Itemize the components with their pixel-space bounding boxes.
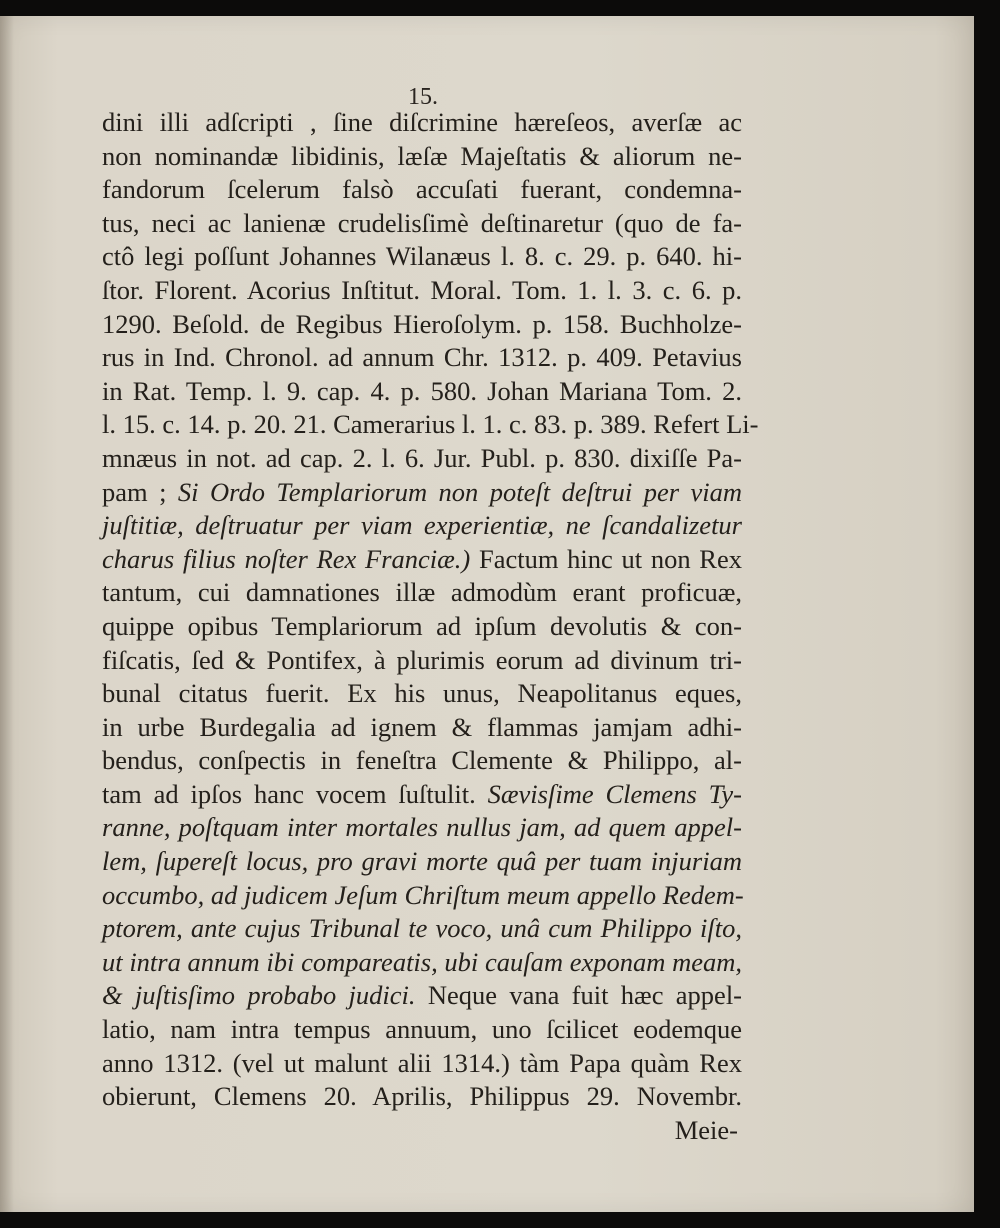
text-line: dini illi adſcripti , ſine diſcrimine hæreſeos, averſæ ac [102, 107, 742, 137]
text-line: tam ad ipſos hanc vocem ſuſtulit. Sævisſime Clemens Ty- [102, 778, 743, 809]
text-line: quippe opibus Templariorum ad ipſum devolutis & con- [102, 610, 742, 641]
text-line: ranne, poſtquam inter mortales nullus jam, ad quem appel- [102, 812, 742, 843]
text-line: obierunt, Clemens 20. Aprilis, Philippus 29. Novembr. [102, 1081, 742, 1112]
text-line: tus, neci ac lanienæ crudelisſimè deſtinaretur (quo de fa- [102, 207, 742, 238]
catchword: Meie- [674, 1114, 738, 1145]
page-gutter-shadow [0, 16, 14, 1212]
body-text [102, 106, 759, 1147]
text-line: l. 15. c. 14. p. 20. 21. Camerarius l. 1. c. 83. p. 389. Refert Li- [102, 409, 759, 440]
text-line: latio, nam intra tempus annuum, uno ſcilicet eodemque [102, 1014, 742, 1045]
italic-quote: Sævisſime Clemens Ty- [487, 778, 743, 809]
text-line: & juſtisſimo probabo judici. Neque vana fuit hæc appel- [102, 980, 743, 1011]
text-line: tantum, cui damnationes illæ admodùm erant proficuæ, [102, 577, 742, 608]
text-line: mnæus in not. ad cap. 2. l. 6. Jur. Publ. p. 830. dixiſſe Pa- [102, 442, 742, 473]
italic-quote: Si Ordo Templariorum non poteſt deſtrui per viam [177, 476, 742, 507]
text-line: rus in Ind. Chronol. ad annum Chr. 1312. p. 409. Petavius [102, 342, 742, 373]
text-line: fiſcatis, ſed & Pontifex, à plurimis eorum ad divinum tri- [102, 644, 742, 675]
text-line: bendus, conſpectis in feneſtra Clemente & Philippo, al- [102, 745, 742, 776]
text-line: anno 1312. (vel ut malunt alii 1314.) tàm Papa quàm Rex [102, 1047, 742, 1078]
text-line: juſtitiæ, deſtruatur per viam experientiæ, ne ſcandalizetur [102, 510, 742, 541]
text-line: in Rat. Temp. l. 9. cap. 4. p. 580. Johan Mariana Tom. 2. [102, 375, 742, 406]
text-line: ptorem, ante cujus Tribunal te voco, unâ cum Philippo iſto, [102, 913, 742, 944]
italic-quote: charus filius noſter Rex Franciæ.) [102, 543, 471, 574]
text-line: bunal citatus fuerit. Ex his unus, Neapolitanus eques, [102, 678, 742, 709]
text-line: ſtor. Florent. Acorius Inſtitut. Moral. Tom. 1. l. 3. c. 6. p. [102, 274, 742, 305]
page-number: 15. [408, 84, 438, 110]
italic-quote: & juſtisſimo probabo judici. [102, 980, 416, 1011]
text-line: fandorum ſcelerum falsò accuſati fuerant, condemna- [102, 174, 742, 205]
text-line: 1290. Beſold. de Regibus Hieroſolym. p. 158. Buchholze- [102, 308, 742, 339]
text-line: ctô legi poſſunt Johannes Wilanæus l. 8. c. 29. p. 640. hi- [102, 241, 742, 272]
text-line: lem, ſupereſt locus, pro gravi morte quâ per tuam injuriam [102, 846, 742, 877]
text-line: occumbo, ad judicem Jeſum Chriſtum meum appello Redem- [102, 879, 744, 910]
text-line: charus filius noſter Rex Franciæ.) Factum hinc ut non Rex [102, 543, 742, 574]
text-line: in urbe Burdegalia ad ignem & flammas jamjam adhi- [102, 711, 742, 742]
text-line: non nominandæ libidinis, læſæ Majeſtatis & aliorum ne- [102, 140, 742, 171]
text-line: ut intra annum ibi compareatis, ubi cauſam exponam meam, [102, 946, 742, 977]
text-line: pam ; Si Ordo Templariorum non poteſt deſtrui per viam [102, 476, 742, 507]
